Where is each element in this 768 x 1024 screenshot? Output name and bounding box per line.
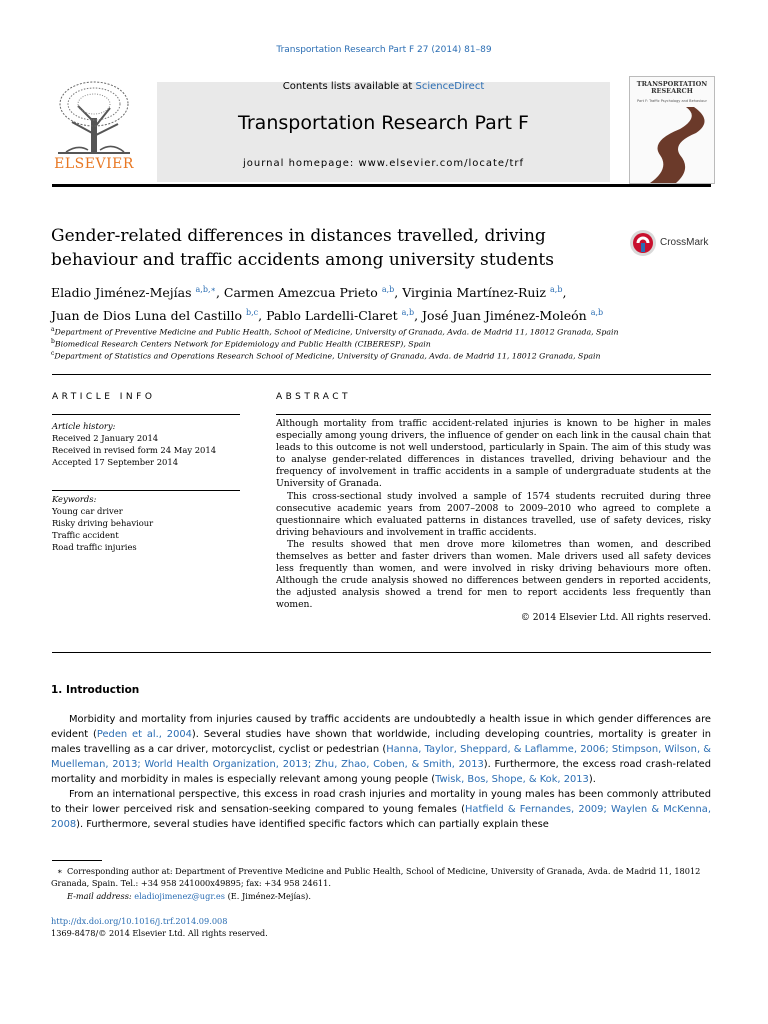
affiliation-text: Department of Statistics and Operations Research School of Medicine, University of Granada, Avda. de Madrid 11, 18012 Granada, Spain (54, 351, 601, 361)
article-history (52, 420, 242, 468)
keywords-divider (52, 490, 240, 491)
crossmark-label: CrossMark (660, 237, 709, 248)
history-label: Article history: (52, 421, 116, 431)
cover-road-art (630, 77, 714, 183)
intro-paragraph-2 (51, 787, 711, 832)
intro-text: ). Furthermore, the excess road crash-related mortality and morbidity in males is especially relevant among young people ( (51, 759, 711, 785)
journal-citation[interactable]: Transportation Research Part F 27 (2014) 81–89 (276, 45, 492, 55)
author-affiliation-marks[interactable]: a,b,∗ (195, 285, 216, 294)
author-name[interactable]: Virginia Martínez-Ruiz (402, 285, 547, 301)
author-line-2 (51, 303, 711, 326)
author-affiliation-marks[interactable]: a,b (401, 308, 415, 318)
corresponding-author-footnote (51, 866, 711, 889)
affiliation-mark: b (51, 338, 55, 345)
intro-text: Morbidity and mortality from injuries caused by traffic accidents are undoubtedly a health issue in which gender differences are evident ( (51, 714, 711, 740)
author-name[interactable]: Juan de Dios Luna del Castillo (51, 308, 243, 324)
introduction-body (51, 712, 711, 832)
keyword: Risky driving behaviour (52, 518, 154, 528)
contents-prefix: Contents lists available at (282, 81, 416, 92)
author-affiliation-marks[interactable]: a,b (590, 308, 604, 318)
email-suffix: (E. Jiménez-Mejías). (224, 891, 311, 901)
cover-title: TRANSPORTATION RESEARCH (636, 80, 708, 95)
history-received: Received 2 January 2014 (52, 433, 159, 443)
affiliation-b (51, 338, 711, 349)
intro-text: From an international perspective, this excess in road crash injuries and mortality in young males has been commonly attributed to their lower perceived risk and sensation-seeking compared to young females ( (51, 789, 711, 815)
citation-link[interactable]: Peden et al., 2004 (96, 729, 192, 740)
citation-link[interactable]: Hanna, Taylor, Sheppard, & Laflamme, 2006; Stimpson, Wilson, & Muelleman, 2013; World Health Organization, 2013; Zhu, Zhao, Coben, & Smith, 2013 (51, 744, 712, 770)
author-list (51, 280, 711, 326)
abstract-divider (276, 414, 711, 415)
article-title-line-2: behaviour and traffic accidents among university students (51, 250, 554, 270)
journal-homepage[interactable]: journal homepage: www.elsevier.com/locate/trf (242, 158, 525, 169)
article-title-line-1: Gender-related differences in distances travelled, driving (51, 226, 546, 246)
journal-cover-thumbnail[interactable] (629, 76, 715, 184)
abstract-paragraph: Although mortality from traffic accident-related injuries is known to be higher in males especially among young drivers, the influence of gender on each link in the causal chain that leads to this outcome is not well understood, particularly in Spain. The aim of this study was to analyse gender-related differences in distances travelled, driving behaviour and the frequency of involvement in traffic accidents in a sample of undergraduate students at the University of Granada. (276, 418, 711, 490)
author-separator: , (215, 285, 224, 301)
sciencedirect-link[interactable]: ScienceDirect (415, 81, 485, 92)
affiliation-text: Biomedical Research Centers Network for Epidemiology and Public Health (CIBERESP), Spain (54, 339, 431, 349)
intro-text: ). (588, 774, 596, 785)
abstract-bottom-divider (52, 652, 711, 653)
journal-title: Transportation Research Part F (238, 112, 529, 134)
author-name[interactable]: Carmen Amezcua Prieto (223, 285, 378, 301)
author-separator: , (394, 285, 403, 301)
author-name[interactable]: José Juan Jiménez-Moleón (422, 308, 587, 324)
affiliation-mark: c (51, 350, 55, 357)
author-name[interactable]: Eladio Jiménez-Mejías (51, 285, 192, 301)
email-label: E-mail address: (67, 891, 135, 901)
affiliation-divider (52, 374, 711, 375)
crossmark-badge[interactable] (629, 229, 713, 257)
email-footnote (51, 891, 727, 903)
footnote-text: Corresponding author at: Department of Preventive Medicine and Public Health, School of Medicine, University of Granada, Avda. de Madrid 11, 18012 Granada, Spain. Tel.: +34 958 241000x49895; fax: +34 958 24611. (51, 866, 701, 888)
article-info-divider (52, 414, 240, 415)
author-separator: , (562, 285, 567, 301)
email-link[interactable]: eladiojimenez@ugr.es (134, 891, 225, 901)
citation-link[interactable]: Hatfield & Fernandes, 2009; Waylen & McKenna, 2008 (51, 804, 711, 830)
article-title (51, 224, 611, 272)
footnote-divider (52, 860, 102, 861)
intro-text: ). Furthermore, several studies have identified specific factors which can partially explain these (76, 819, 549, 830)
footnote-mark: ∗ (57, 866, 63, 876)
doi-line (51, 916, 711, 928)
author-name[interactable]: Pablo Lardelli-Claret (266, 308, 398, 324)
intro-text: ). Several studies have shown that worldwide, including developing countries, mortality is greater in males travelling as a car driver, motorcyclist, cyclist or pedestrian ( (51, 729, 711, 755)
header-rule (52, 184, 711, 187)
author-affiliation-marks[interactable]: a,b (381, 285, 395, 294)
cover-subtitle: Part F: Traffic Psychology and Behaviour (637, 99, 707, 103)
keyword: Young car driver (52, 506, 123, 516)
keywords (52, 493, 242, 553)
keyword: Road traffic injuries (52, 542, 137, 552)
abstract-paragraph: This cross-sectional study involved a sample of 1574 students recruited during three consecutive academic years from 2007–2008 to 2009–2010 who agreed to complete a questionnaire which evaluated patterns in distances travelled, use of safety devices, risky driving behaviours and involvement in traffic accidents. (276, 490, 711, 538)
citation-link[interactable]: Twisk, Bos, Shope, & Kok, 2013 (435, 774, 589, 785)
keywords-label: Keywords: (52, 494, 97, 504)
author-separator: , (414, 308, 423, 324)
author-separator: , (258, 308, 267, 324)
abstract-body (276, 418, 711, 624)
abstract-paragraph: The results showed that men drove more kilometres than women, and described themselves as better and faster drivers than women. Male drivers used all safety devices less frequently than women, and were involved in risky driving behaviours more often. Although the crude analysis showed no differences between genders in reported accidents, the adjusted analysis showed a trend for men to report accidents less frequently than women. (276, 538, 711, 611)
history-accepted: Accepted 17 September 2014 (52, 457, 179, 467)
elsevier-wordmark: ELSEVIER (54, 156, 134, 172)
article-info-heading: ARTICLE INFO (52, 392, 156, 402)
doi-link[interactable]: http://dx.doi.org/10.1016/j.trf.2014.09.008 (51, 916, 228, 926)
crossmark-icon (629, 229, 657, 257)
keyword: Traffic accident (52, 530, 119, 540)
affiliation-mark: a (51, 326, 55, 333)
section-heading-introduction: 1. Introduction (51, 684, 140, 696)
affiliation-a (51, 326, 711, 337)
abstract-copyright: © 2014 Elsevier Ltd. All rights reserved. (520, 611, 711, 623)
abstract-heading: ABSTRACT (276, 392, 352, 402)
author-affiliation-marks[interactable]: b,c (246, 308, 259, 318)
author-line-1 (51, 280, 711, 303)
affiliation-c (51, 350, 711, 361)
affiliation-text: Department of Preventive Medicine and Public Health, School of Medicine, University of Granada, Avda. de Madrid 11, 18012 Granada, Spain (54, 327, 619, 337)
contents-line (157, 81, 610, 92)
author-affiliation-marks[interactable]: a,b (550, 285, 563, 294)
history-revised: Received in revised form 24 May 2014 (52, 445, 217, 455)
intro-paragraph-1 (51, 712, 711, 787)
issn-line: 1369-8478/© 2014 Elsevier Ltd. All rights reserved. (51, 928, 268, 938)
